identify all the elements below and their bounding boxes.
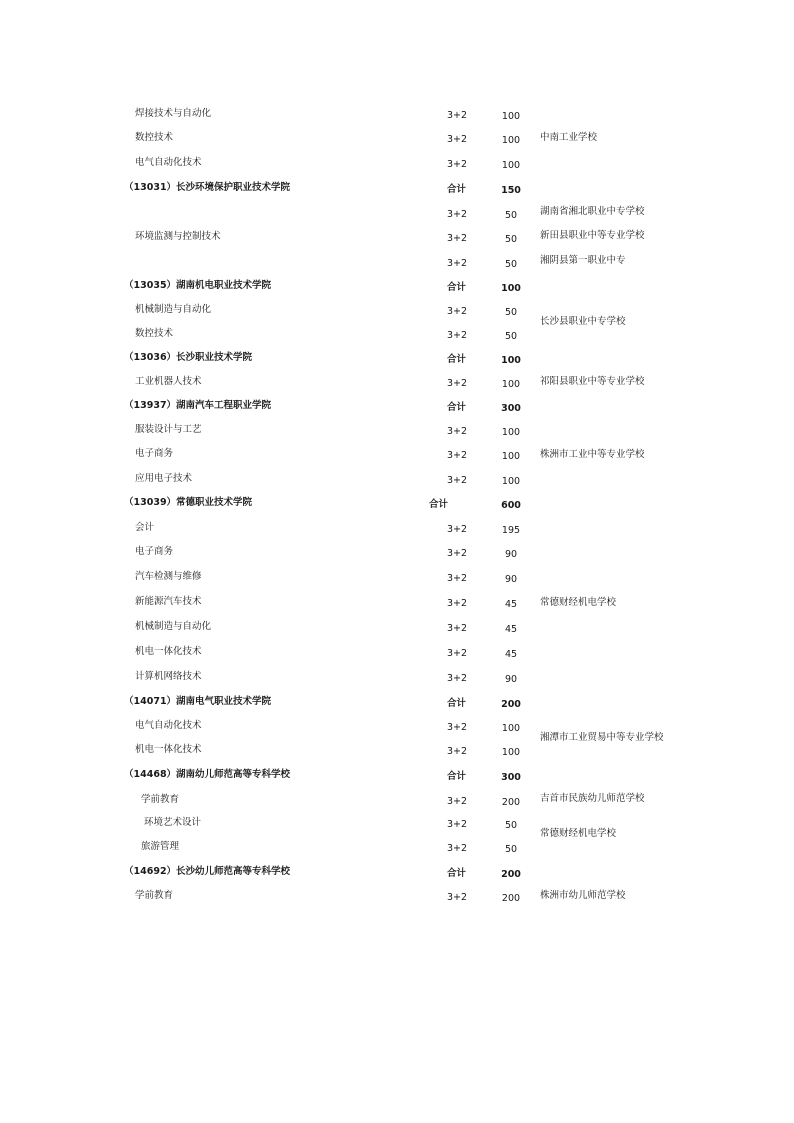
institution-name: （13031）长沙环境保护职业技术学院	[124, 182, 291, 193]
enrollment-quota: 100	[501, 160, 521, 171]
total-label: 合计	[429, 499, 449, 510]
program-mode: 3+2	[447, 843, 468, 854]
partner-school: 湘潭市工业贸易中等专业学校	[540, 732, 664, 743]
enrollment-quota: 50	[504, 259, 518, 270]
enrollment-quota: 90	[504, 674, 518, 685]
program-mode: 3+2	[447, 233, 468, 244]
major-name: 机械制造与自动化	[135, 621, 212, 632]
program-mode: 3+2	[447, 306, 468, 317]
program-mode: 3+2	[447, 892, 468, 903]
institution-name: （14692）长沙幼儿师范高等专科学校	[124, 866, 291, 877]
major-name: 学前教育	[135, 890, 174, 901]
major-name: 电子商务	[135, 448, 174, 459]
total-label: 合计	[447, 698, 467, 709]
partner-school: 常德财经机电学校	[540, 828, 617, 839]
enrollment-quota: 45	[504, 624, 518, 635]
program-mode: 3+2	[447, 258, 468, 269]
institution-name: （14468）湖南幼儿师范高等专科学校	[124, 769, 291, 780]
partner-school: 新田县职业中等专业学校	[540, 230, 645, 241]
enrollment-quota: 100	[501, 427, 521, 438]
total-quota: 600	[501, 500, 521, 511]
total-quota: 300	[501, 772, 521, 783]
enrollment-quota: 50	[504, 307, 518, 318]
enrollment-quota: 100	[501, 135, 521, 146]
enrollment-quota: 100	[501, 747, 521, 758]
enrollment-quota: 100	[501, 111, 521, 122]
total-label: 合计	[447, 771, 467, 782]
partner-school: 祁阳县职业中等专业学校	[540, 376, 645, 387]
total-quota: 100	[501, 283, 521, 294]
major-name: 工业机器人技术	[135, 376, 202, 387]
partner-school: 株洲市工业中等专业学校	[540, 449, 645, 460]
enrollment-quota: 50	[504, 844, 518, 855]
major-name: 学前教育	[141, 794, 180, 805]
enrollment-quota: 200	[501, 797, 521, 808]
major-name: 焊接技术与自动化	[135, 108, 212, 119]
partner-school: 湖南省湘北职业中专学校	[540, 206, 645, 217]
partner-school: 中南工业学校	[540, 132, 598, 143]
enrollment-quota: 90	[504, 574, 518, 585]
program-mode: 3+2	[447, 573, 468, 584]
program-mode: 3+2	[447, 475, 468, 486]
program-mode: 3+2	[447, 648, 468, 659]
partner-school: 湘阴县第一职业中专	[540, 255, 626, 266]
total-quota: 300	[501, 403, 521, 414]
major-name: 电气自动化技术	[135, 157, 202, 168]
major-name: 数控技术	[135, 132, 174, 143]
program-mode: 3+2	[447, 548, 468, 559]
institution-name: （13036）长沙职业技术学院	[124, 352, 253, 363]
total-quota: 200	[501, 869, 521, 880]
major-name: 数控技术	[135, 328, 174, 339]
total-label: 合计	[447, 282, 467, 293]
enrollment-quota: 45	[504, 649, 518, 660]
major-name: 新能源汽车技术	[135, 596, 202, 607]
enrollment-quota: 90	[504, 549, 518, 560]
major-name: 电气自动化技术	[135, 720, 202, 731]
total-label: 合计	[447, 868, 467, 879]
enrollment-quota: 100	[501, 379, 521, 390]
enrollment-quota: 100	[501, 476, 521, 487]
institution-name: （13035）湖南机电职业技术学院	[124, 280, 272, 291]
total-label: 合计	[447, 402, 467, 413]
major-name: 汽车检测与维修	[135, 571, 202, 582]
institution-name: （14071）湖南电气职业技术学院	[124, 696, 272, 707]
program-mode: 3+2	[447, 524, 468, 535]
major-name: 电子商务	[135, 546, 174, 557]
total-label: 合计	[447, 354, 467, 365]
program-mode: 3+2	[447, 819, 468, 830]
program-mode: 3+2	[447, 209, 468, 220]
enrollment-quota: 45	[504, 599, 518, 610]
major-name: 应用电子技术	[135, 473, 193, 484]
total-quota: 100	[501, 355, 521, 366]
program-mode: 3+2	[447, 598, 468, 609]
enrollment-quota: 195	[501, 525, 521, 536]
program-mode: 3+2	[447, 426, 468, 437]
program-mode: 3+2	[447, 722, 468, 733]
major-name: 机械制造与自动化	[135, 304, 212, 315]
partner-school: 吉首市民族幼儿师范学校	[540, 793, 645, 804]
total-label: 合计	[447, 184, 467, 195]
program-mode: 3+2	[447, 623, 468, 634]
major-name: 环境艺术设计	[144, 817, 202, 828]
major-name: 环境监测与控制技术	[135, 231, 221, 242]
major-name: 计算机网络技术	[135, 671, 202, 682]
institution-name: （13937）湖南汽车工程职业学院	[124, 400, 272, 411]
major-name: 机电一体化技术	[135, 744, 202, 755]
partner-school: 常德财经机电学校	[540, 597, 617, 608]
program-mode: 3+2	[447, 746, 468, 757]
institution-name: （13039）常德职业技术学院	[124, 497, 253, 508]
program-mode: 3+2	[447, 796, 468, 807]
enrollment-quota: 100	[501, 451, 521, 462]
enrollment-quota: 100	[501, 723, 521, 734]
program-mode: 3+2	[447, 450, 468, 461]
partner-school: 长沙县职业中专学校	[540, 316, 626, 327]
major-name: 机电一体化技术	[135, 646, 202, 657]
total-quota: 150	[501, 185, 521, 196]
enrollment-quota: 50	[504, 210, 518, 221]
program-mode: 3+2	[447, 330, 468, 341]
enrollment-quota: 50	[504, 234, 518, 245]
partner-school: 株洲市幼儿师范学校	[540, 890, 626, 901]
major-name: 服装设计与工艺	[135, 424, 202, 435]
enrollment-quota: 200	[501, 893, 521, 904]
major-name: 会计	[135, 522, 155, 533]
program-mode: 3+2	[447, 673, 468, 684]
major-name: 旅游管理	[141, 841, 180, 852]
enrollment-quota: 50	[504, 331, 518, 342]
program-mode: 3+2	[447, 110, 468, 121]
program-mode: 3+2	[447, 159, 468, 170]
enrollment-quota: 50	[504, 820, 518, 831]
program-mode: 3+2	[447, 378, 468, 389]
program-mode: 3+2	[447, 134, 468, 145]
total-quota: 200	[501, 699, 521, 710]
